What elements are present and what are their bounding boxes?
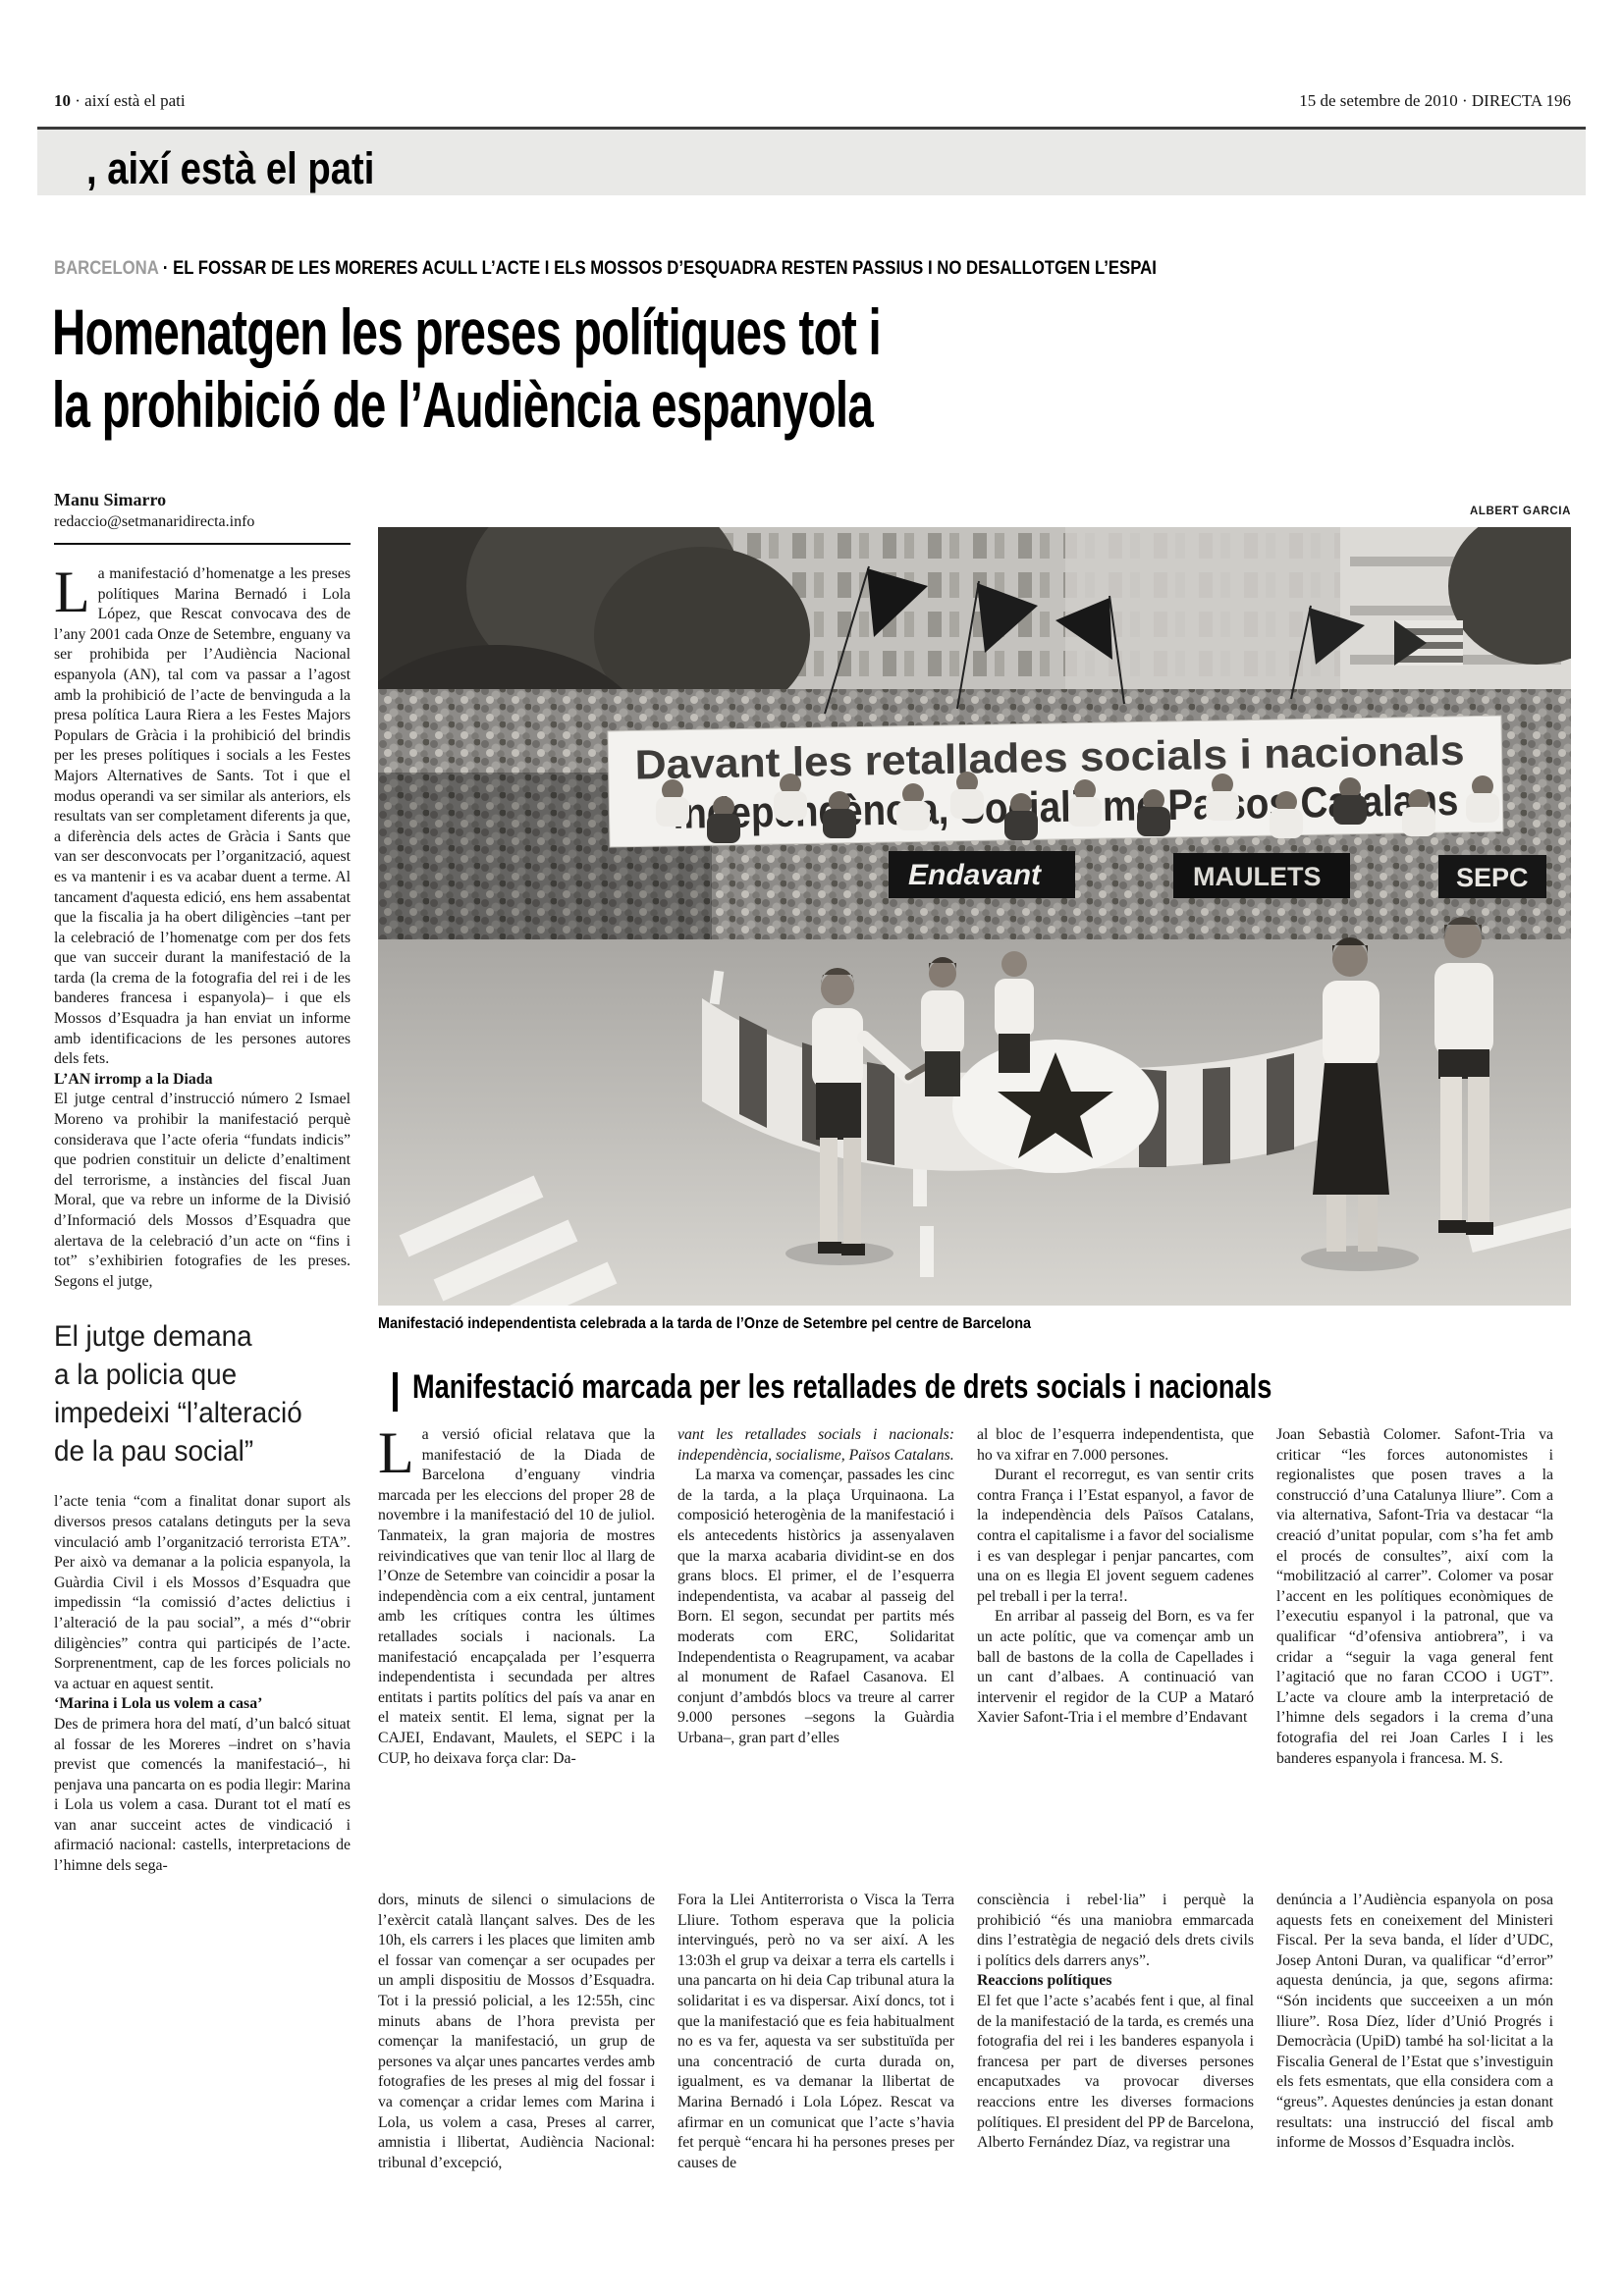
article2-headline: Manifestació marcada per les retallades de drets socials i nacionals bbox=[412, 1368, 1272, 1406]
bottom-col1 bbox=[378, 1891, 655, 2173]
article2-col3 bbox=[977, 1425, 1254, 1729]
article2-col2 bbox=[677, 1425, 954, 1749]
kicker-text: EL FOSSAR DE LES MORERES ACULL L’ACTE I ELS MOSSOS D’ESQUADRA RESTEN PASSIUS I NO DESALLOTGEN L’ESPAI bbox=[173, 258, 1157, 279]
headline-line1: Homenatgen les preses polítiques tot i bbox=[52, 295, 882, 368]
page-label-sep: · bbox=[75, 91, 81, 110]
article2-col2-p2: La marxa va començar, passades les cinc de la tarda, a la plaça Urquinaona. La composició heterogènia de la manifestació i els antecedents històrics ja assenyalaven que la marxa acabaria dividint-se en dos grans blocs. El primer, el de l’esquerra independentista, va acabar al passeig del Born. El segon, secundat per partits més moderats com ERC, Solidaritat Independentista o Reagrupament, va acabar al monument de Rafael Casanova. El conjunt d’ambdós blocs va treure al carrer 9.000 persones –segons la Guàrdia Urbana–, gran part d’elles bbox=[677, 1467, 954, 1746]
bottom-col3-subhead: Reaccions polítiques bbox=[977, 1972, 1112, 1990]
pull-quote bbox=[54, 1317, 351, 1470]
bottom-col2-p1: Fora la Llei Antiterrorista o Visca la Terra Lliure. Tothom esperava que la policia intervingués, però no va ser així. A les 13:03h el grup va deixar a terra els cartells i una pancarta on hi deia Cap tribunal atura la solidaritat i es va dispersar. Així doncs, tot i que la manifestació que es feia habitualment no es va fer, aquesta va ser substituïda per una concentració de curta durada on, igualment, es va demanar la llibertat de Marina Bernadó i Lola López. Rescat va afirmar en un comunicat que l’acte s’havia fet perquè “encara hi ha persones preses per causes de bbox=[677, 1892, 954, 2171]
article2-col1: La versió oficial relatava que la manifestació de la Diada de Barcelona d’enguany vindria marcada per les eleccions del proper 28 de novembre i la manifestació del 10 de juliol. Tanmateix, la gran majoria de mostres reivindicatives que van tenir lloc al llarg de l’Onze de Setembre van coincidir a posar la independència com a eix central, juntament amb les crítiques contra les últimes retallades socials i nacionals. La manifestació encapçalada per l’esquerra independentista i secundada per altres entitats i partits polítics del país va anar en el mateix sentit. El lema, signat per la CAJEI, Endavant, Maulets, el SEPC i la CUP, ho deixava força clar: Da- bbox=[378, 1420, 655, 1767]
pull-quote-line: de la pau social” bbox=[54, 1435, 254, 1468]
kicker-location: BARCELONA bbox=[54, 258, 159, 279]
bottom-col3 bbox=[977, 1891, 1254, 2154]
banner-text-line1: Davant les retallades socials i nacionals bbox=[634, 727, 1422, 788]
article1-p1: La manifestació d’homenatge a les preses polítiques Marina Bernadó i Lola López, que Rescat convocava des de l’any 2001 cada Onze de Setembre, enguany va ser prohibida per l’Audiència Nacional espanyola (AN), tal com va passar a l’agost amb la prohibició de l’acte de benvinguda a la presa política Laura Riera a les Festes Majors Populars de Gràcia i la prohibició del brindis per les preses polítiques i socials a les Festes Majors Alternatives de Sants. Tot i que el modus operandi va ser similar als anteriors, els resultats van ser completament diferents ja que, a diferència dels actes de Gràcia i Sants que van ser desconvocats per l’organització, aquest es va mantenir i es va acabar duent a terme. Al tancament d'aquesta edició, ens hem assabentat que la fiscalia ja ha obert diligències –tant per la celebració de l’homenatge com per dos fets que van succeir durant la manifestació de la tarda (la crema de la fotografia del rei i de les banderes francesa i espanyola)– i que els Mossos d’Esquadra ja han enviat un informe amb identificacions de les persones autores dels fets. bbox=[54, 560, 351, 1068]
pull-quote-line: El jutge demana bbox=[54, 1320, 252, 1354]
org-banners bbox=[889, 851, 1546, 898]
article1-p4: Des de primera hora del matí, d’un balcó situat al fossar de les Moreres –indret on s’havia previst que comencés la manifestació–, hi penjava una pancarta on es podia llegir: Marina i Lola us volem a casa. Durant tot el matí es van anar succeint actes de vindicació i afirmació nacional: castells, interpretacions de l’himne dels sega- bbox=[54, 1715, 351, 1875]
kicker-sep: · bbox=[162, 258, 169, 279]
article1-dropcap: L bbox=[54, 560, 90, 624]
date-issue-label: 15 de setembre de 2010 · DIRECTA 196 bbox=[1299, 91, 1571, 110]
article1-p2: El jutge central d’instrucció número 2 Ismael Moreno va prohibir la manifestació perquè considerava que l’acte oferia “fundats indicis” que podrien constituir un delicte d’enaltiment del terrorisme, a instàncies del fiscal Juan Moral, que va rebre un informe de la Divisió d’Informació dels Mossos d’Esquadra que alertava de la celebració d’un acte on “fins i tot” s’exhibirien fotografies de les preses. Segons el jutge, bbox=[54, 1091, 351, 1290]
page-label bbox=[54, 91, 186, 111]
article1-p3: l’acte tenia “com a finalitat donar suport als diversos presos catalans detinguts per la seva vinculació amb l’organització terrorista ETA”. Per això va demanar a la policia espanyola, la Guàrdia Civil i els Mossos d’Esquadra que impedissin “la comissió d’actes delictius i l’alteració de la pau social”, a més d’“obrir diligències” contra qui participés de l’acte. Sorprenentment, cap de les forces policials no va actuar en aquest sentit. bbox=[54, 1493, 351, 1692]
pull-quote-line: a la policia que bbox=[54, 1359, 238, 1392]
demonstration-photo bbox=[378, 527, 1571, 1306]
photo-credit: ALBERT GARCIA bbox=[1470, 506, 1571, 517]
byline-rule bbox=[54, 543, 351, 545]
byline-name: Manu Simarro bbox=[54, 490, 167, 509]
article2-dropcap: L bbox=[378, 1420, 414, 1485]
article2-col2-p1: vant les retallades socials i nacionals: independència, socialisme, Països Catalans. bbox=[677, 1426, 954, 1464]
banner-text-line2: Independència, Socialisme Països Catalans bbox=[673, 774, 1569, 838]
bottom-col1-p1: dors, minuts de silenci o simulacions de l’exèrcit català llançant salves. Des de les 10h, els carrers i les places que limiten amb el fossar van començar a ser ocupades per un ampli dispositiu de Mossos d’Esquadra. Tot i la pressió policial, a les 12:55h, cinc minuts abans de l’hora prevista per començar la manifestació, un grup de persones va alçar unes pancartes verdes amb fotografies de les preses al mig del fossar i va començar a cridar lemes com Marina i Lola, us volem a casa, Preses al carrer, amnistia i llibertat, Audiència Nacional: tribunal d’excepció, bbox=[378, 1892, 655, 2171]
bottom-col2 bbox=[677, 1891, 954, 2173]
photo-caption: Manifestació independentista celebrada a la tarda de l’Onze de Setembre pel centre de Barcelona bbox=[378, 1315, 1032, 1332]
article2-headline-bar bbox=[393, 1372, 398, 1412]
bottom-col4-p1: denúncia a l’Audiència espanyola on posa aquests fets en coneixement del Ministeri Fiscal. Per la seva banda, el líder d’UDC, Josep Antoni Duran, va qualificar “d’error” aquesta denúncia, ja que, segons afirma: “Són incidents que succeeixen a un món lliure”. Rosa Díez, líder d’Unió Progrés i Democràcia (UpiD) també ha sol·licitat a la Fiscalia General de l’Estat que s’investiguin els fets esmentats, que ella considera com a “greus”. Aquestes denúncies ja estan donant resultats: una instrucció del fiscal amb informe de Mossos d’Esquadra inclòs. bbox=[1276, 1892, 1553, 2152]
byline bbox=[54, 489, 351, 545]
bottom-col4 bbox=[1276, 1891, 1553, 2154]
org-banner-maulets: MAULETS bbox=[1193, 862, 1322, 891]
page-number: 10 bbox=[54, 91, 71, 110]
article2-col4 bbox=[1276, 1425, 1553, 1769]
byline-email: redaccio@setmanaridirecta.info bbox=[54, 513, 255, 530]
kicker bbox=[54, 258, 1157, 280]
article2-col3-p1: al bloc de l’esquerra independentista, que ho va xifrar en 7.000 persones. bbox=[977, 1426, 1254, 1464]
article2-col3-p2: Durant el recorregut, es van sentir crits contra França i l’Estat espanyol, a favor de la independència dels Països Catalans, contra el capitalisme i a favor del socialisme i es van desplegar i penjar pancartes, com una on es llegia El jovent seguem cadenes pel treball i per la terra!. bbox=[977, 1467, 1254, 1605]
article1-subhead2: ‘Marina i Lola us volem a casa’ bbox=[54, 1695, 263, 1713]
article1-subhead1: L’AN irromp a la Diada bbox=[54, 1070, 213, 1088]
pull-quote-line: impedeixi “l’alteració bbox=[54, 1397, 302, 1430]
org-banner-sepc: SEPC bbox=[1456, 863, 1529, 892]
bottom-col3-p1: consciència i rebel·lia” i perquè la prohibició “és una maniobra emmarcada dins l’estratègia de negació dels drets civils i polítics dels darrers anys”. bbox=[977, 1892, 1254, 1969]
section-name: així està el pati bbox=[84, 91, 186, 110]
org-banner-endavant: Endavant bbox=[908, 859, 1042, 891]
article2-col3-p3: En arribar al passeig del Born, es va fer un acte polític, que va començar amb un ball de bastons de la colla de Capellades i un cant d’albaes. A continuació van intervenir el regidor de la CUP a Mataró Xavier Safont-Tria i el membre d’Endavant bbox=[977, 1608, 1254, 1727]
banner bbox=[608, 716, 1569, 847]
article2-col4-p1: Joan Sebastià Colomer. Safont-Tria va criticar “les forces autonomistes i regionalistes que posen traves a la construcció d’una Catalunya lliure”. Com a via alternativa, Safont-Tria va destacar “la creació d’unitat popular, com s’ha fet amb el procés de consultes”, així com la “mobilització al carrer”. Colomer va posar l’accent en les polítiques econòmiques de l’executiu espanyol i la patronal, que va qualificar “d’ofensiva antiobrera”, i va cridar a “seguir la vaga general fent l’agitació que no faran CCOO i UGT”. L’acte va cloure amb la interpretació de l’himne dels segadors i la crema d’una fotografia del rei Joan Carles I i les banderes espanyola i francesa. M. S. bbox=[1276, 1426, 1553, 1767]
headline-line2: la prohibició de l’Audiència espanyola bbox=[52, 368, 874, 441]
bottom-col3-p2: El fet que l’acte s’acabés fent i que, al final de la manifestació de la tarda, es cremés una fotografia del rei i les banderes espanyola i francesa per part de diverses persones encaputxades va provocar diverses reaccions entre les diverses formacions polítiques. El president del PP de Barcelona, Alberto Fernández Díaz, va registrar una bbox=[977, 1992, 1254, 2152]
article1-body-column bbox=[54, 560, 351, 1877]
section-band-title: , així està el pati bbox=[86, 143, 375, 193]
